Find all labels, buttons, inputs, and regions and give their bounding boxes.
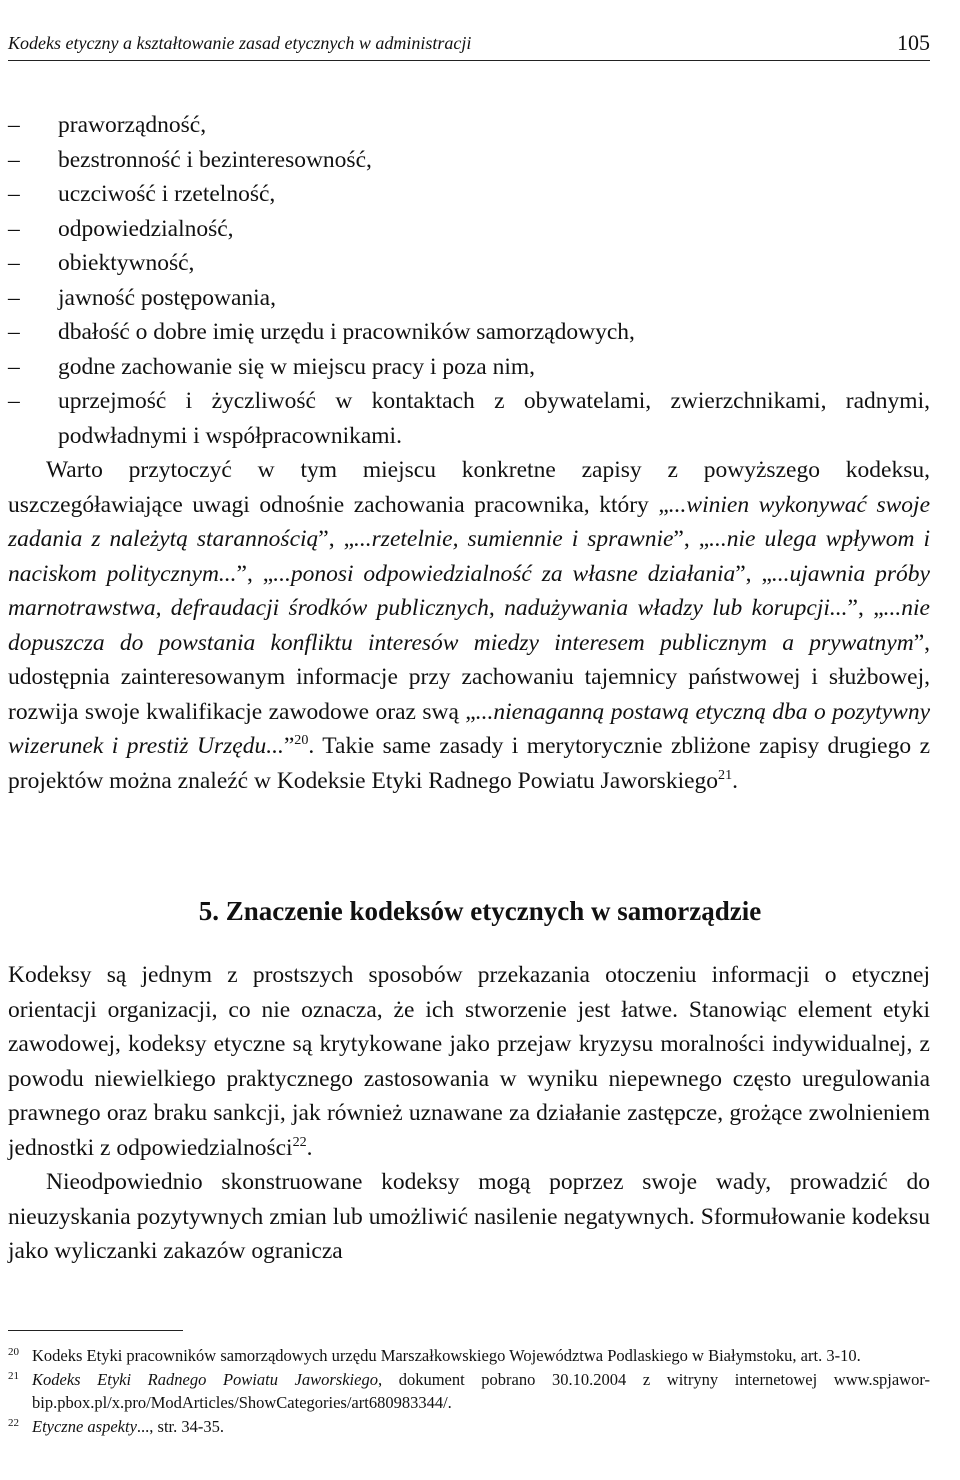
footnote-number: 20 (8, 1346, 19, 1358)
list-item (8, 108, 930, 143)
footnote-ref: 21 (718, 766, 733, 783)
list-item (8, 384, 930, 453)
text-run: ” (283, 733, 295, 759)
list-dash: – (8, 112, 20, 138)
quote-italic: ...nie ulega wpływom i naciskom politycznym... (8, 526, 930, 587)
list-dash: – (8, 388, 20, 414)
running-title: Kodeks etyczny a kształtowanie zasad etycznych w administracji (8, 33, 472, 53)
list-item-text: uczciwość i rzetelność, (58, 181, 276, 207)
list-item (8, 315, 930, 350)
footnote (8, 1368, 930, 1415)
text-run: ”, „ (236, 560, 274, 587)
footnote-italic: Etyczne aspekty (32, 1416, 137, 1436)
list-item-text: dbałość o dobre imię urzędu i pracowników samorządowych, (58, 319, 635, 345)
quote-italic: ...ujawnia próby marnotrawstwa, defraudacji środków publicznych, nadużywania władzy lub korupcji... (8, 560, 930, 621)
quote-italic: ...nienaganną postawą etyczną dba o pozytywny wizerunek i prestiż Urzędu... (8, 698, 930, 759)
quote-italic: ...winien wykonywać swoje zadania z należytą starannością (8, 491, 930, 552)
list-dash: – (8, 181, 20, 207)
quote-italic: ...ponosi odpowiedzialność za własne działania (273, 560, 736, 587)
text-run: Kodeksy są jednym z prostszych sposobów przekazania otoczeniu informacji o etycznej orientacji organizacji, co nie oznacza, że ich stworzenie jest łatwe. Stanowiąc element etyki zawodowej, kodeksy etyczne są krytykowane jako przejaw kryzysu moralności indywidualnej, z powodu niewielkiego praktycznego zastosowania w wyniku niepewnego często uregulowania prawnego oraz braku sankcji, jak również uznawane za działanie zastępcze, grożące zwolnieniem jednostki z odpowiedzialności (8, 962, 930, 1161)
paragraph-code-provisions (8, 453, 930, 798)
main-text-top (8, 108, 930, 798)
list-item-text: obiektywność, (58, 250, 195, 276)
list-item-text: bezstronność i bezinteresowność, (58, 146, 372, 173)
text-run: Nieodpowiednio skonstruowane kodeksy mogą poprzez swoje wady, prowadzić do nieuzyskania pozytywnych zmian lub umożliwić nasilenie negatywnych. Sformułowanie kodeksu jako wyliczanki zakazów ogranicza (8, 1169, 930, 1264)
list-item-text: praworządność, (58, 112, 207, 138)
list-dash: – (8, 353, 20, 380)
list-item-text: godne zachowanie się w miejscu pracy i poza nim, (58, 353, 536, 380)
footnote-number: 21 (8, 1369, 19, 1382)
text-run: . Takie same zasady i merytorycznie zbliżone zapisy drugiego z projektów można znaleźć w Kodeksie Etyki Radnego Powiatu Jaworskiego (8, 733, 930, 794)
paragraph-codes-significance (8, 958, 930, 1165)
footnote-separator (8, 1330, 183, 1331)
list-item (8, 177, 930, 212)
page-number: 105 (897, 30, 930, 55)
list-item-text: jawność postępowania, (58, 284, 276, 311)
quote-italic: ...rzetelnie, sumiennie i sprawnie (354, 526, 674, 552)
text-run: ”, „ (735, 560, 772, 587)
quote-italic: ...nie dopuszcza do powstania konfliktu interesów miedzy interesem publicznym a prywatnym (8, 595, 930, 656)
list-item (8, 212, 930, 247)
list-dash: – (8, 146, 20, 173)
paragraph-poor-codes (8, 1165, 930, 1269)
footnotes (8, 1344, 930, 1438)
text-run: . (732, 767, 739, 794)
text-run: ”, „ (673, 526, 710, 552)
list-dash: – (8, 319, 20, 345)
list-item-text: odpowiedzialność, (58, 215, 234, 242)
list-item (8, 350, 930, 385)
running-header (8, 30, 930, 61)
list-item (8, 246, 930, 281)
text-run: ”, „ (318, 526, 355, 552)
footnote-italic: Kodeks Etyki Radnego Powiatu Jaworskiego (32, 1369, 378, 1389)
footnote-ref: 22 (292, 1133, 307, 1150)
section-heading: 5. Znaczenie kodeksów etycznych w samorządzie (198, 896, 762, 926)
footnote-text: ..., str. 34-35. (136, 1416, 224, 1436)
text-run: ”, „ (847, 595, 884, 621)
footnote (8, 1344, 930, 1368)
list-item (8, 143, 930, 178)
footnote-text: , dokument pobrano 30.10.2004 z witryny internetowej www.spjawor-bip.pbox.pl/x.pro/ModArticles/ShowCategories/art680983344/. (32, 1369, 930, 1412)
text-run: Warto przytoczyć w tym miejscu konkretne zapisy z powyższego kodeksu, uszczegóławiające uwagi odnośnie zachowania pracownika, który „ (8, 457, 930, 518)
value-list (8, 108, 930, 453)
list-dash: – (8, 250, 20, 276)
text-run: ”, udostępnia zainteresowanym informacje przy zachowaniu tajemnicy państwowej i służbowej, rozwija swoje kwalifikacje zawodowe oraz swą „ (8, 629, 930, 725)
footnote-text: Kodeks Etyki pracowników samorządowych urzędu Marszałkowskiego Województwa Podlaskiego w Białymstoku, art. 3-10. (32, 1346, 861, 1365)
footnote-number: 22 (8, 1416, 19, 1429)
footnote-ref: 20 (294, 732, 309, 749)
main-text-bottom (8, 958, 930, 1269)
list-item-text: uprzejmość i życzliwość w kontaktach z obywatelami, zwierzchnikami, radnymi, podwładnymi i współpracownikami. (58, 388, 930, 449)
text-run: . (306, 1134, 313, 1161)
footnote (8, 1415, 930, 1439)
list-item (8, 281, 930, 316)
list-dash: – (8, 215, 20, 242)
list-dash: – (8, 284, 20, 311)
